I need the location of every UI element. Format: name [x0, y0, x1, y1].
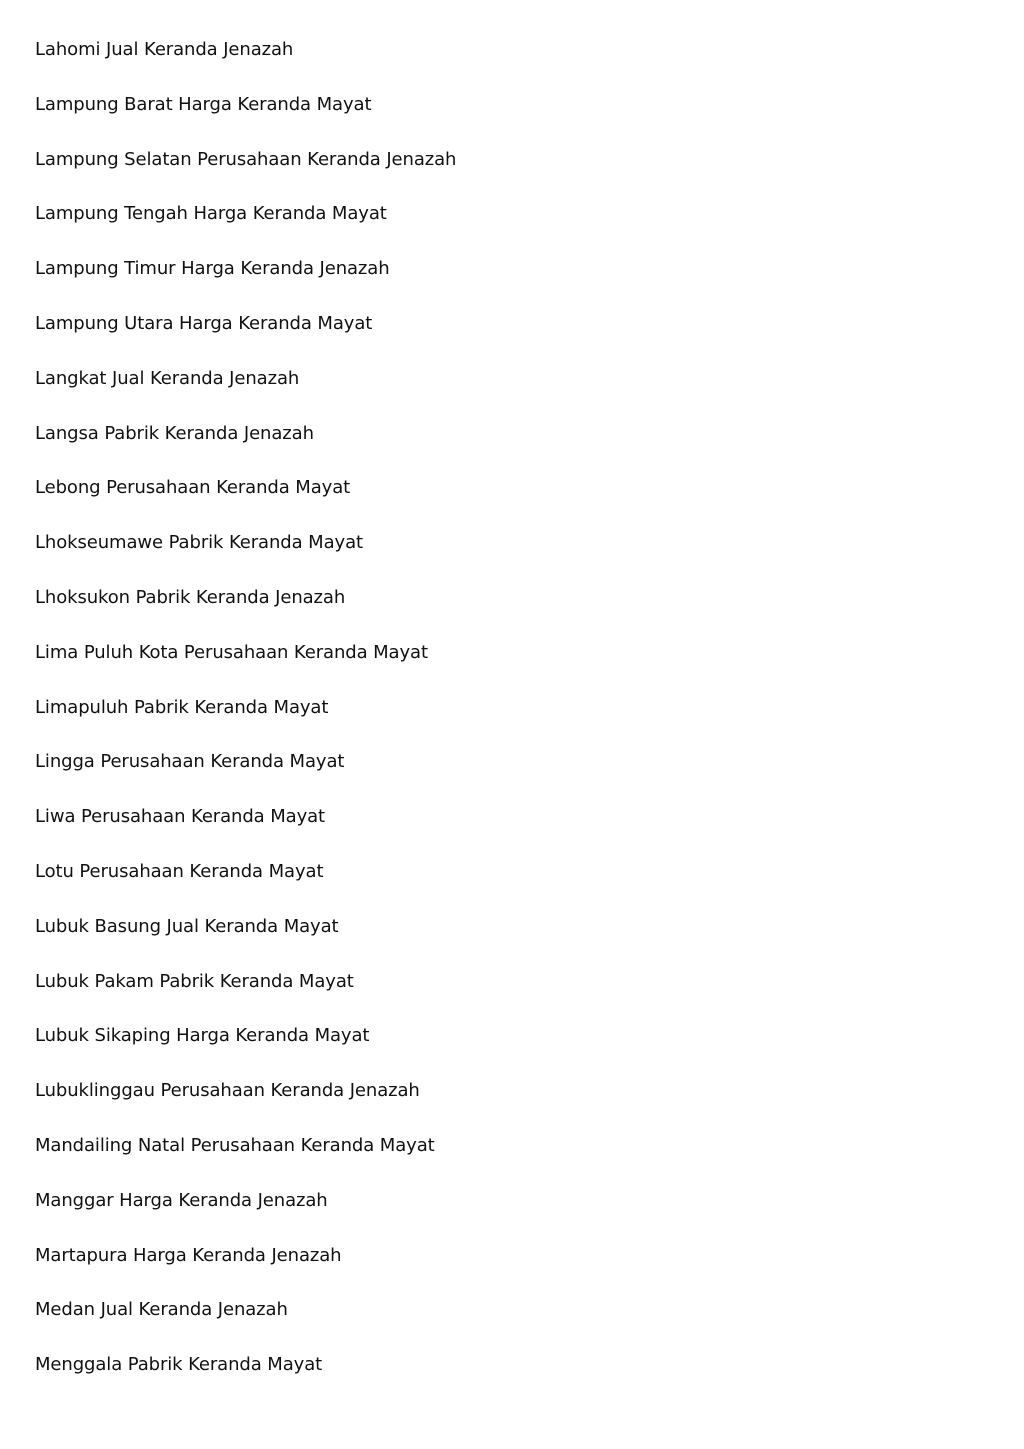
- entry-text: Lubuk Sikaping Harga Keranda Mayat: [35, 1025, 370, 1047]
- entry-text: Langsa Pabrik Keranda Jenazah: [35, 422, 314, 444]
- list-item: [35, 529, 456, 584]
- list-item: [35, 1296, 456, 1351]
- list-item: [35, 1351, 456, 1406]
- entry-text: Lubuklinggau Perusahaan Keranda Jenazah: [35, 1080, 420, 1102]
- entry-text: Lingga Perusahaan Keranda Mayat: [35, 751, 345, 773]
- entry-text: Lubuk Basung Jual Keranda Mayat: [35, 915, 339, 937]
- entry-text: Menggala Pabrik Keranda Mayat: [35, 1354, 323, 1376]
- entry-text: Mandailing Natal Perusahaan Keranda Mayat: [35, 1134, 435, 1156]
- entry-text: Lampung Barat Harga Keranda Mayat: [35, 93, 372, 115]
- list-item: [35, 913, 456, 968]
- entry-text: Langkat Jual Keranda Jenazah: [35, 367, 300, 389]
- list-item: [35, 803, 456, 858]
- entry-text: Lhoksukon Pabrik Keranda Jenazah: [35, 586, 346, 608]
- entry-text: Manggar Harga Keranda Jenazah: [35, 1189, 328, 1211]
- entry-text: Medan Jual Keranda Jenazah: [35, 1299, 288, 1321]
- entry-text: Lima Puluh Kota Perusahaan Keranda Mayat: [35, 641, 428, 663]
- list-item: [35, 310, 456, 365]
- list-item: [35, 91, 456, 146]
- list-item: [35, 474, 456, 529]
- entry-text: Lampung Tengah Harga Keranda Mayat: [35, 203, 387, 225]
- list-item: [35, 1187, 456, 1242]
- list-item: [35, 420, 456, 475]
- list-item: [35, 584, 456, 639]
- entry-text: Lahomi Jual Keranda Jenazah: [35, 39, 294, 60]
- entry-text: Limapuluh Pabrik Keranda Mayat: [35, 696, 329, 718]
- list-item: [35, 1242, 456, 1297]
- list-item: [35, 365, 456, 420]
- entry-text: Lampung Utara Harga Keranda Mayat: [35, 312, 373, 334]
- list-item: [35, 1022, 456, 1077]
- entry-text: Liwa Perusahaan Keranda Mayat: [35, 806, 326, 828]
- entry-text: Lubuk Pakam Pabrik Keranda Mayat: [35, 970, 354, 992]
- list-item: [35, 694, 456, 749]
- list-item: [35, 36, 456, 91]
- list-item: [35, 255, 456, 310]
- entry-list: [35, 36, 456, 1406]
- entry-text: Lhokseumawe Pabrik Keranda Mayat: [35, 532, 363, 554]
- entry-text: Martapura Harga Keranda Jenazah: [35, 1244, 342, 1266]
- list-item: [35, 200, 456, 255]
- entry-text: Lampung Timur Harga Keranda Jenazah: [35, 258, 390, 280]
- list-item: [35, 858, 456, 913]
- list-item: [35, 1077, 456, 1132]
- list-item: [35, 146, 456, 201]
- entry-text: Lebong Perusahaan Keranda Mayat: [35, 477, 351, 499]
- list-item: [35, 1132, 456, 1187]
- entry-text: Lampung Selatan Perusahaan Keranda Jenazah: [35, 148, 457, 170]
- list-item: [35, 639, 456, 694]
- list-item: [35, 748, 456, 803]
- entry-text: Lotu Perusahaan Keranda Mayat: [35, 860, 324, 882]
- list-item: [35, 968, 456, 1023]
